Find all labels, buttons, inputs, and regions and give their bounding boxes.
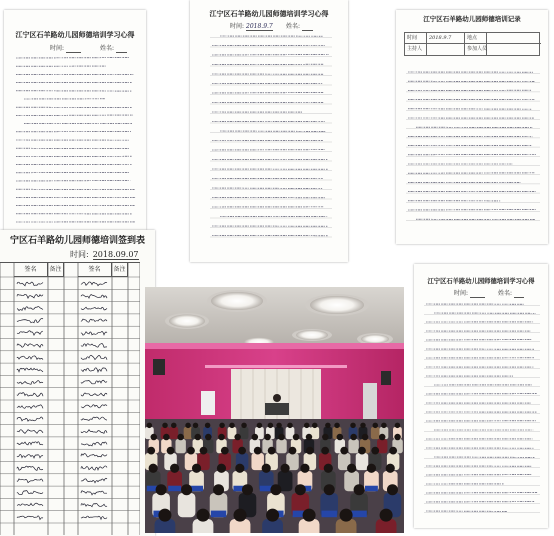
signature: [17, 417, 43, 421]
audience-member-head: [387, 484, 398, 495]
pink-light-strip: [145, 343, 404, 349]
signature: [81, 319, 107, 322]
name-label: 姓名:: [286, 23, 301, 30]
signature: [81, 331, 107, 335]
handwritten-text-lines: [190, 0, 348, 262]
presenter: [273, 394, 281, 402]
signature: [17, 466, 43, 470]
audience-member-head: [278, 434, 285, 441]
training-session-photo: [145, 287, 404, 533]
audience-member-head: [147, 447, 155, 455]
blue-chair: [365, 486, 378, 492]
audience-member-head: [242, 484, 253, 495]
ceiling-lamp: [361, 335, 389, 344]
name-label: 姓名:: [100, 45, 115, 52]
audience-member-head: [293, 434, 300, 441]
audience-member-head: [350, 434, 357, 441]
audience-member-head: [187, 447, 195, 455]
column-header-remark: 备注: [48, 263, 64, 277]
signature: [81, 503, 107, 506]
audience-member-head: [381, 423, 387, 429]
audience-member-head: [371, 447, 379, 455]
time-cell: 时间: [405, 33, 427, 44]
audience-member-body: [175, 439, 185, 453]
ceiling-lamp: [211, 292, 263, 310]
audience-member-head: [252, 434, 259, 441]
time-label: 时间:: [454, 290, 469, 297]
auditorium-scene: [145, 287, 404, 533]
audience-member-head: [337, 434, 344, 441]
time-field: [70, 249, 139, 260]
audience-member-head: [194, 434, 201, 441]
audience-member-head: [266, 509, 279, 522]
audience-member-head: [262, 464, 271, 473]
study-notes-page-3: [414, 264, 548, 528]
signature: [17, 307, 43, 311]
signature: [81, 393, 107, 396]
blue-chair: [211, 511, 226, 518]
ceiling-lamp: [310, 296, 364, 314]
study-notes-page-1: [4, 10, 146, 230]
audience-member-head: [379, 434, 386, 441]
ceiling-lamp: [169, 315, 205, 328]
signature: [17, 479, 43, 483]
signature: [81, 491, 107, 495]
place-cell: 地点: [465, 33, 487, 44]
signature: [17, 282, 43, 286]
signature: [81, 343, 107, 347]
audience-member-head: [185, 423, 191, 429]
document-title: 江宁区石羊路幼儿园师德培训学习心得: [15, 30, 135, 39]
audience-member-head: [334, 423, 340, 429]
audience-member-head: [221, 447, 229, 455]
audience-member-head: [306, 434, 313, 441]
signature: [17, 344, 43, 348]
signature: [81, 454, 107, 457]
audience-member-head: [281, 464, 290, 473]
audience-member-head: [147, 423, 153, 429]
audience-member-head: [235, 464, 244, 473]
audience-member-head: [192, 464, 201, 473]
audience-member-head: [158, 509, 171, 522]
audience-member-body: [348, 439, 358, 453]
time-label: 时间:: [70, 250, 89, 259]
audience-member-head: [395, 423, 401, 429]
signature: [17, 356, 43, 360]
signature: [81, 442, 107, 446]
blue-chair: [351, 511, 366, 518]
handwritten-text-lines: [396, 10, 548, 244]
signature: [17, 516, 43, 520]
speaker: [153, 359, 165, 375]
document-title: 宁区石羊路幼儿园师德培训签到表: [9, 236, 145, 246]
audience-member-head: [219, 423, 225, 429]
speaker: [381, 371, 391, 385]
audience-member-head: [257, 423, 263, 429]
sign-in-table: [0, 262, 140, 535]
handwritten-date: ​: [66, 45, 82, 52]
audience-member-head: [162, 423, 168, 429]
signature: [17, 405, 43, 408]
audience-member-head: [373, 423, 379, 429]
audience-member-head: [264, 434, 271, 441]
signature: [17, 393, 43, 397]
audience-member-head: [205, 423, 211, 429]
audience-member-head: [238, 447, 246, 455]
audience-member-body: [356, 453, 368, 470]
signature: [81, 282, 107, 286]
audience-member-head: [234, 434, 241, 441]
audience-member-head: [386, 464, 395, 473]
audience-member-body: [371, 427, 380, 439]
study-notes-page-2: [190, 0, 348, 262]
audience-member-body: [178, 493, 196, 517]
audience-member-head: [324, 484, 335, 495]
audience-member-head: [312, 423, 318, 429]
audience-member-head: [295, 484, 306, 495]
audience-member-head: [149, 464, 158, 473]
audience-member-head: [177, 434, 184, 441]
handwritten-text-lines: [4, 10, 146, 230]
blue-chair: [168, 486, 181, 492]
audience-member-head: [181, 484, 192, 495]
host-cell: 主持人: [405, 44, 427, 55]
audience-member-head: [268, 447, 276, 455]
audience-member-head: [303, 509, 316, 522]
audience-member-head: [321, 447, 329, 455]
signature: [17, 381, 43, 385]
audience-member-head: [234, 509, 247, 522]
document-title: 江宁区石羊路幼儿园师德培训记录: [423, 15, 521, 23]
column-header-name: 签名: [78, 263, 112, 277]
participants-cell: 参加人员: [465, 44, 487, 55]
audience-member-head: [268, 423, 274, 429]
audience-member-head: [304, 423, 310, 429]
signature: [81, 478, 107, 482]
audience-member-head: [300, 464, 309, 473]
audience-member-head: [350, 423, 356, 429]
audience-member-head: [167, 447, 175, 455]
signature: [17, 430, 43, 434]
signature: [81, 307, 107, 310]
signature: [81, 368, 107, 372]
audience-member-head: [340, 509, 353, 522]
audience-member-head: [358, 447, 366, 455]
document-title: 江宁区石羊路幼儿园师德培训学习心得: [209, 9, 329, 18]
audience-member-head: [270, 484, 281, 495]
column-header-name: 签名: [14, 263, 48, 277]
audience-member-head: [163, 434, 170, 441]
audience-member-head: [354, 484, 365, 495]
audience-member-head: [196, 509, 209, 522]
ceiling-lamp: [296, 330, 328, 340]
time-value-cell: 2018.9.7: [427, 33, 465, 44]
audience-member-head: [170, 464, 179, 473]
audience-member-head: [367, 464, 376, 473]
signature: [81, 380, 107, 384]
audience-member-head: [156, 484, 167, 495]
audience-member-head: [241, 423, 247, 429]
audience-member-head: [276, 423, 282, 429]
signature: [81, 466, 107, 470]
audience-member-head: [389, 447, 397, 455]
audience-member-head: [325, 423, 331, 429]
audience-member-head: [151, 434, 158, 441]
signature: [81, 516, 107, 519]
training-record-page: [396, 10, 548, 244]
signature: [17, 331, 43, 335]
audience-member-head: [289, 447, 297, 455]
audience-member-head: [287, 423, 293, 429]
audience-member-body: [169, 427, 178, 439]
side-banner: [363, 383, 377, 419]
audience-member-head: [362, 434, 369, 441]
blue-chair: [322, 511, 337, 518]
handwritten-text-lines: [414, 264, 548, 528]
column-header-remark: 备注: [112, 263, 128, 277]
time-label: 时间:: [50, 45, 65, 52]
audience-member-head: [229, 423, 235, 429]
signature-grid: [0, 263, 140, 535]
signature: [17, 319, 43, 323]
audience-member-body: [240, 427, 249, 439]
lectern-table: [265, 403, 289, 415]
audience-member-head: [205, 434, 212, 441]
audience-member-head: [360, 423, 366, 429]
audience-member-head: [324, 464, 333, 473]
audience-member-head: [217, 464, 226, 473]
audience-member-head: [193, 423, 199, 429]
projector-screen: [201, 391, 215, 415]
pink-light-strip: [205, 365, 347, 368]
time-label: 时间:: [230, 23, 245, 30]
signature: [17, 442, 43, 445]
handwritten-date: 2018.9.7: [246, 23, 273, 30]
signature: [17, 490, 43, 494]
audience-member-head: [347, 464, 356, 473]
audience-member-head: [394, 434, 401, 441]
signature: [17, 294, 43, 298]
signature: [81, 355, 107, 360]
audience-member-head: [200, 447, 208, 455]
signature: [81, 417, 107, 420]
audience-member-head: [306, 447, 314, 455]
audience-member-head: [322, 434, 329, 441]
handwritten-date: 2018.09.07: [92, 250, 139, 259]
name-label: 姓名:: [498, 290, 513, 297]
audience-member-head: [340, 447, 348, 455]
document-title: 江宁区石羊路幼儿园师德培训学习心得: [427, 278, 535, 285]
audience-member-head: [213, 484, 224, 495]
audience-member-body: [276, 439, 286, 453]
signature: [81, 430, 107, 434]
signature: [17, 455, 43, 458]
signature: [17, 368, 43, 372]
audience-member-head: [380, 509, 393, 522]
signature: [17, 503, 43, 506]
signature: [81, 405, 107, 408]
audience-member-head: [218, 434, 225, 441]
signature: [81, 295, 107, 298]
audience-member-head: [171, 423, 177, 429]
audience-member-head: [254, 447, 262, 455]
sign-in-sheet: [0, 230, 155, 536]
